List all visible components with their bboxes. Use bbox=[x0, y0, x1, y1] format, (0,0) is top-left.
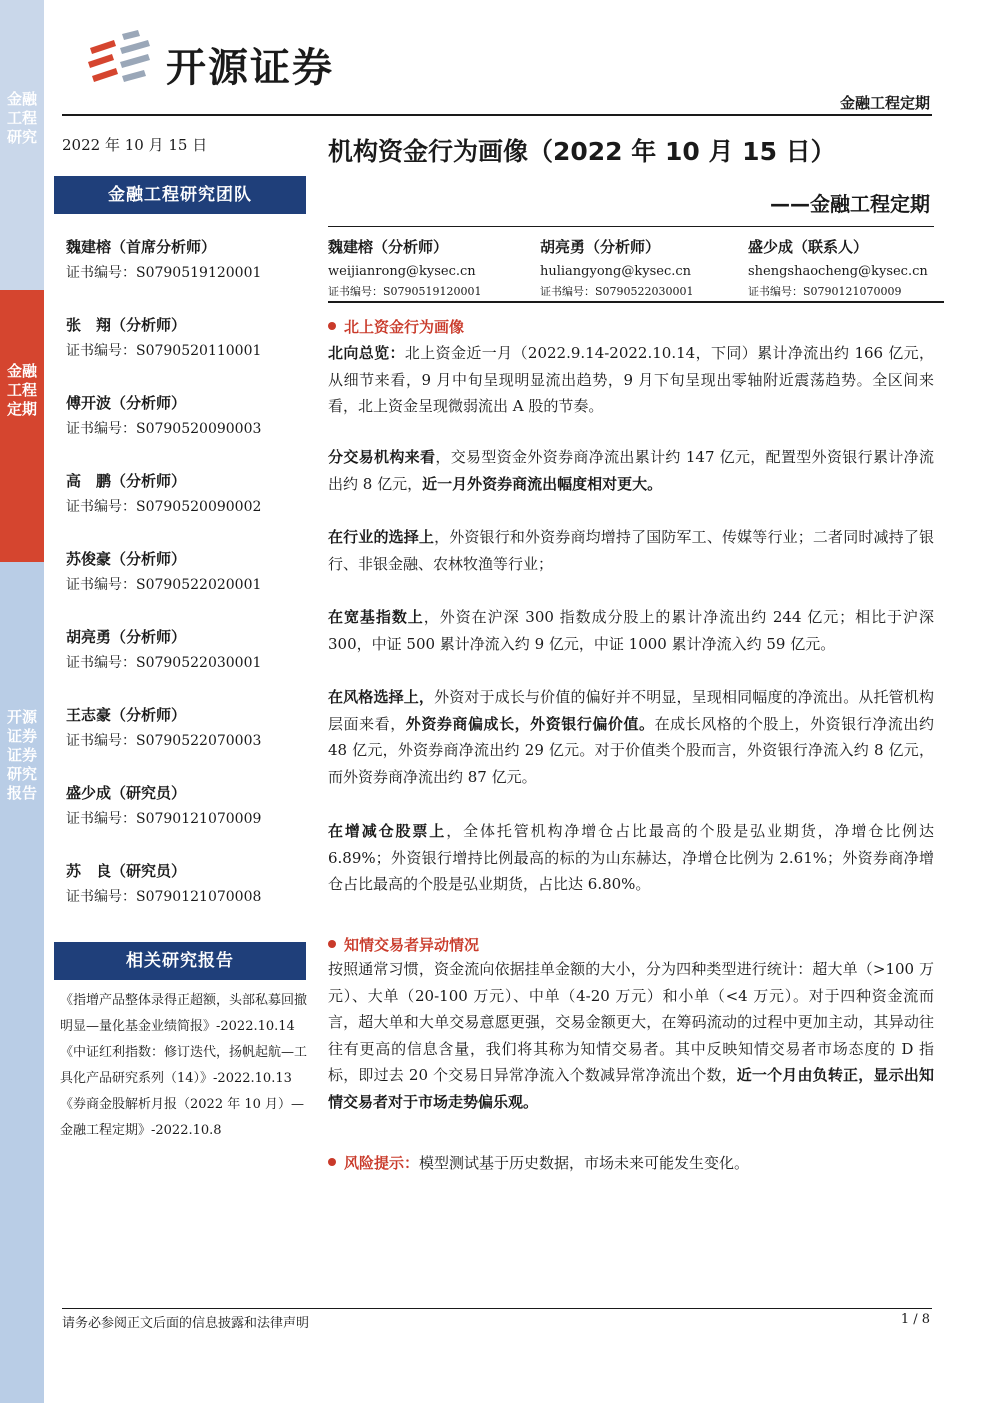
left-sidebar bbox=[0, 0, 44, 1403]
paragraph-text: ，交易型资金外资券商净流出累计约 147 亿元，配置型外资银行累计净流出约 8 亿元， bbox=[328, 448, 934, 493]
sidebar-bottom-label: 开源证券证券研究报告 bbox=[6, 708, 37, 802]
team-member-cert: 证书编号：S0790522070003 bbox=[66, 733, 262, 749]
author-cert: 证书编号：S0790519120001 bbox=[328, 285, 482, 298]
bullet-icon bbox=[328, 322, 336, 330]
paragraph bbox=[328, 340, 934, 420]
team-member bbox=[66, 782, 306, 830]
risk-warning bbox=[328, 1150, 934, 1177]
team-member bbox=[66, 860, 306, 908]
paragraph-text: ，外资在沪深 300 指数成分股上的累计净流出约 244 亿元；相比于沪深 300，中证 500 累计净流入约 9 亿元，中证 1000 累计净流入约 59 亿元。 bbox=[328, 608, 934, 653]
author-email[interactable]: weijianrong@kysec.cn bbox=[328, 264, 476, 279]
paragraph-text: 按照通常习惯，资金流向依据挂单金额的大小，分为四种类型进行统计：超大单（>100 万元）、大单（20-100 万元）、中单（4-20 万元）和小单（<4 万元）。对于四种资金流而言，超大单和大单交易意愿更强，交易金额更大，在筹码流动的过程中更加主动，其异动往往有更高的信息含量，我们将其称为知情交易者。其中反映知情交易者市场态度的 D 指标，即过去 20 个交易日异常净流入个数减异常净流出个数， bbox=[328, 960, 934, 1084]
header-tag: 金融工程定期 bbox=[839, 94, 930, 112]
author-name: 魏建榕（分析师） bbox=[328, 238, 449, 256]
related-report-link[interactable]: 《中证红利指数：修订迭代，扬帆起航—工具化产品研究系列（14）》-2022.10.13 bbox=[60, 1045, 308, 1086]
sidebar-red-segment bbox=[0, 290, 44, 562]
team-member-name: 苏 良（研究员） bbox=[66, 862, 187, 880]
author-name: 胡亮勇（分析师） bbox=[540, 238, 661, 256]
related-reports-list bbox=[60, 988, 310, 1144]
paragraph-lead: 在宽基指数上 bbox=[328, 608, 424, 626]
paragraph-text: 在成长风格的个股上，外资银行净流出约 48 亿元，外资券商净流出约 29 亿元。对于价值类个股而言，外资银行净流入约 8 亿元，而外资券商净流出约 87 亿元。 bbox=[328, 714, 934, 786]
authors-divider bbox=[328, 301, 944, 303]
team-member bbox=[66, 704, 306, 752]
section-heading-text: 北上资金行为画像 bbox=[344, 318, 465, 336]
team-member-cert: 证书编号：S0790520090002 bbox=[66, 499, 262, 515]
risk-text: 模型测试基于历史数据，市场未来可能发生变化。 bbox=[419, 1154, 750, 1172]
team-member-name: 王志豪（分析师） bbox=[66, 706, 187, 724]
author-email[interactable]: shengshaocheng@kysec.cn bbox=[748, 264, 928, 279]
paragraph bbox=[328, 818, 934, 898]
team-member-cert: 证书编号：S0790522030001 bbox=[66, 655, 262, 671]
paragraph bbox=[328, 524, 934, 577]
team-member-cert: 证书编号：S0790522020001 bbox=[66, 577, 262, 593]
author-email[interactable]: huliangyong@kysec.cn bbox=[540, 264, 692, 279]
related-report-link[interactable]: 《券商金股解析月报（2022 年 10 月）—金融工程定期》-2022.10.8 bbox=[60, 1097, 305, 1138]
header-divider bbox=[62, 114, 932, 116]
paragraph-text: ，外资银行和外资券商均增持了国防军工、传媒等行业；二者同时减持了银行、非银金融、农林牧渔等行业； bbox=[328, 528, 934, 573]
team-member bbox=[66, 314, 306, 362]
bullet-icon bbox=[328, 1158, 336, 1166]
paragraph-emphasis: 外资券商偏成长，外资银行偏价值。 bbox=[405, 714, 655, 733]
team-member-cert: 证书编号：S0790520090003 bbox=[66, 421, 262, 437]
team-member-name: 盛少成（研究员） bbox=[66, 784, 187, 802]
footer-disclaimer: 请务必参阅正文后面的信息披露和法律声明 bbox=[62, 1316, 310, 1331]
author-cert: 证书编号：S0790121070009 bbox=[748, 285, 902, 298]
paragraph bbox=[328, 604, 934, 657]
logo-mark-icon bbox=[86, 28, 158, 88]
company-logo bbox=[86, 28, 386, 91]
team-member-cert: 证书编号：S0790121070009 bbox=[66, 811, 262, 827]
team-heading: 金融工程研究团队 bbox=[54, 176, 306, 214]
logo-text: 开源证券 bbox=[166, 45, 334, 91]
paragraph-emphasis: 近一个月由负转正，显示出知情交易者对于市场走势偏乐观。 bbox=[328, 1066, 934, 1111]
paragraph-text: ，全体托管机构净增仓占比最高的个股是弘业期货，净增仓比例达 6.89%；外资银行增持比例最高的标的为山东赫达，净增仓比例为 2.61%；外资券商净增仓占比最高的个股是弘业期货，占比达 6.80%。 bbox=[328, 822, 934, 893]
risk-label: 风险提示： bbox=[344, 1154, 420, 1172]
bullet-icon bbox=[328, 940, 336, 948]
section-heading bbox=[328, 934, 479, 955]
paragraph-text: 北上资金近一月（2022.9.14-2022.10.14，下同）累计净流出约 166 亿元，从细节来看，9 月中旬呈现明显流出趋势，9 月下旬呈现出零轴附近震荡趋势。全区间来看，北上资金呈现微弱流出 A 股的节奏。 bbox=[328, 344, 934, 415]
team-member-name: 胡亮勇（分析师） bbox=[66, 628, 187, 646]
team-member bbox=[66, 548, 306, 596]
page-number: 1 / 8 bbox=[900, 1312, 930, 1327]
author-block bbox=[540, 236, 694, 300]
paragraph-lead: 分交易机构来看 bbox=[328, 448, 436, 466]
team-member-name: 高 鹏（分析师） bbox=[66, 472, 187, 490]
team-member bbox=[66, 236, 306, 284]
sidebar-top-label: 金融工程研究 bbox=[6, 90, 37, 146]
team-member-name: 魏建榕（首席分析师） bbox=[66, 238, 217, 256]
team-member bbox=[66, 470, 306, 518]
title-divider bbox=[328, 226, 934, 227]
report-subtitle: ——金融工程定期 bbox=[770, 192, 930, 216]
team-member-cert: 证书编号：S0790520110001 bbox=[66, 343, 262, 359]
related-reports-heading: 相关研究报告 bbox=[54, 942, 306, 980]
footer-divider bbox=[62, 1308, 932, 1309]
section-heading-text: 知情交易者异动情况 bbox=[344, 936, 480, 954]
team-member-name: 张 翔（分析师） bbox=[66, 316, 187, 334]
report-title: 机构资金行为画像（2022 年 10 月 15 日） bbox=[328, 137, 836, 166]
paragraph bbox=[328, 956, 934, 1115]
paragraph-lead: 在风格选择上， bbox=[328, 688, 435, 706]
team-member-name: 傅开波（分析师） bbox=[66, 394, 187, 412]
sidebar-mid-label: 金融工程定期 bbox=[6, 362, 37, 418]
team-member-cert: 证书编号：S0790519120001 bbox=[66, 265, 262, 281]
paragraph bbox=[328, 684, 934, 790]
section-heading bbox=[328, 316, 464, 337]
author-cert: 证书编号：S0790522030001 bbox=[540, 285, 694, 298]
team-member bbox=[66, 626, 306, 674]
report-date: 2022 年 10 月 15 日 bbox=[62, 136, 208, 154]
paragraph-lead: 在增减仓股票上 bbox=[328, 822, 447, 840]
paragraph-lead: 北向总览： bbox=[328, 344, 405, 362]
team-member-name: 苏俊豪（分析师） bbox=[66, 550, 187, 568]
paragraph-text: 外资对于成长与价值的偏好并不明显，呈现相同幅度的净流出。从托管机构层面来看， bbox=[328, 688, 934, 733]
paragraph bbox=[328, 444, 934, 497]
author-name: 盛少成（联系人） bbox=[748, 238, 869, 256]
team-member bbox=[66, 392, 306, 440]
author-block bbox=[748, 236, 928, 300]
team-member-cert: 证书编号：S0790121070008 bbox=[66, 889, 262, 905]
paragraph-lead: 在行业的选择上 bbox=[328, 528, 435, 546]
author-block bbox=[328, 236, 482, 300]
sidebar-light-segment bbox=[0, 562, 44, 1403]
related-report-link[interactable]: 《指增产品整体录得正超额，头部私募回撤明显—量化基金业绩简报》-2022.10.14 bbox=[60, 993, 308, 1034]
paragraph-emphasis: 近一月外资券商流出幅度相对更大。 bbox=[422, 474, 663, 493]
